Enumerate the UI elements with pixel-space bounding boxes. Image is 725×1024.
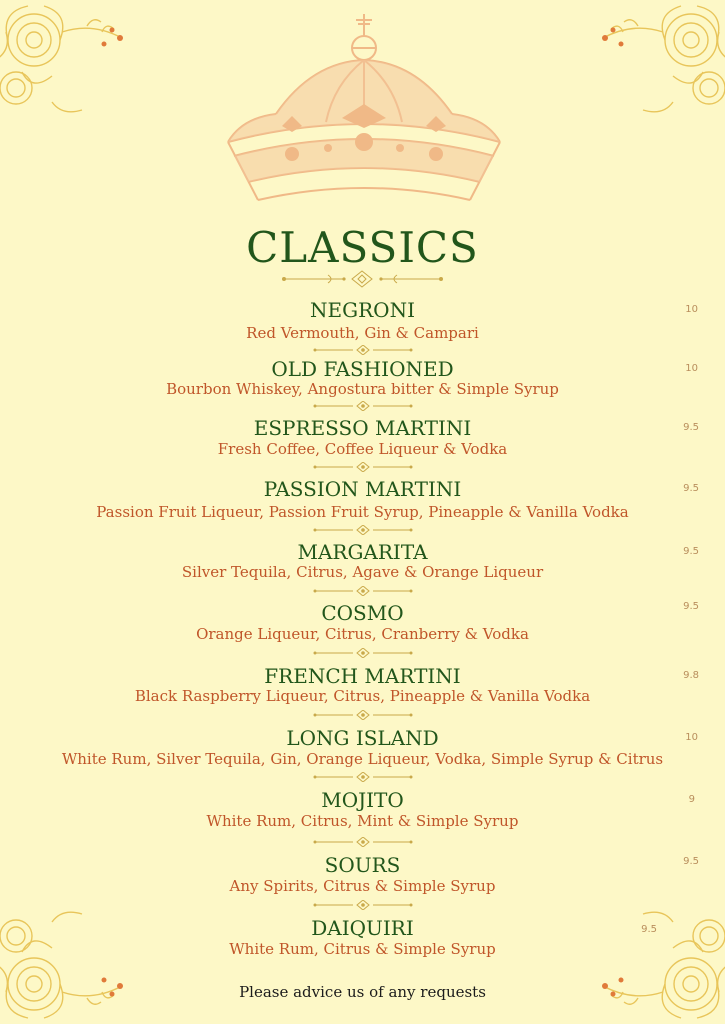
menu-item-description: Passion Fruit Liqueur, Passion Fruit Syrup, Pineapple & Vanilla Vodka [96,503,629,521]
menu-item-price: 9 [688,794,695,805]
menu-item-name: FRENCH MARTINI [264,664,461,688]
menu-item-description: Fresh Coffee, Coffee Liqueur & Vodka [217,440,508,458]
menu-item-price: 9.5 [641,924,657,935]
menu-item-name: DAIQUIRI [311,916,414,940]
menu-item-price: 9.5 [683,601,699,612]
ornament-divider-icon [313,710,413,720]
ornament-divider-icon [313,525,413,535]
menu-item-description: Black Raspberry Liqueur, Citrus, Pineapple & Vanilla Vodka [134,687,591,705]
menu-item-name: ESPRESSO MARTINI [253,416,472,440]
ornament-divider-icon [313,345,413,355]
floral-corner-icon [0,0,142,142]
menu-item-name: OLD FASHIONED [271,357,454,381]
ornament-divider-icon [313,772,413,782]
ornament-divider-icon [313,462,413,472]
page-title: CLASSICS [246,223,479,272]
menu-item-description: White Rum, Citrus, Mint & Simple Syrup [206,812,519,830]
menu-item-name: PASSION MARTINI [263,477,462,501]
menu-item-price: 10 [685,732,698,743]
menu-item-price: 10 [685,363,698,374]
menu-item-description: Orange Liqueur, Citrus, Cranberry & Vodka [196,625,529,643]
menu-item-description: Silver Tequila, Citrus, Agave & Orange Liqueur [181,563,544,581]
menu-item-price: 9.5 [683,483,699,494]
ornament-divider-icon [313,648,413,658]
menu-item-name: COSMO [321,601,404,625]
menu-item-name: MARGARITA [297,540,428,564]
menu-item-price: 9.5 [683,546,699,557]
menu-item-description: Bourbon Whiskey, Angostura bitter & Simple Syrup [166,380,559,398]
menu-item-price: 9.5 [683,856,699,867]
ornament-divider-icon [313,401,413,411]
menu-item-name: SOURS [324,853,401,877]
footer-note: Please advice us of any requests [239,983,486,1001]
ornament-divider-icon [280,270,445,288]
menu-item-price: 9.5 [683,422,699,433]
menu-item-price: 10 [685,304,698,315]
menu-item-description: Any Spirits, Citrus & Simple Syrup [229,877,496,895]
menu-item-price: 9.8 [683,670,699,681]
menu-item-name: LONG ISLAND [286,726,439,750]
ornament-divider-icon [313,900,413,910]
ornament-divider-icon [313,837,413,847]
menu-item-description: White Rum, Silver Tequila, Gin, Orange Liqueur, Vodka, Simple Syrup & Citrus [61,750,664,768]
crown-icon [222,14,506,216]
menu-item-name: NEGRONI [310,298,415,322]
floral-corner-icon [583,0,725,142]
menu-item-description: White Rum, Citrus & Simple Syrup [229,940,496,958]
ornament-divider-icon [313,586,413,596]
menu-item-name: MOJITO [321,788,404,812]
menu-item-description: Red Vermouth, Gin & Campari [246,324,479,342]
